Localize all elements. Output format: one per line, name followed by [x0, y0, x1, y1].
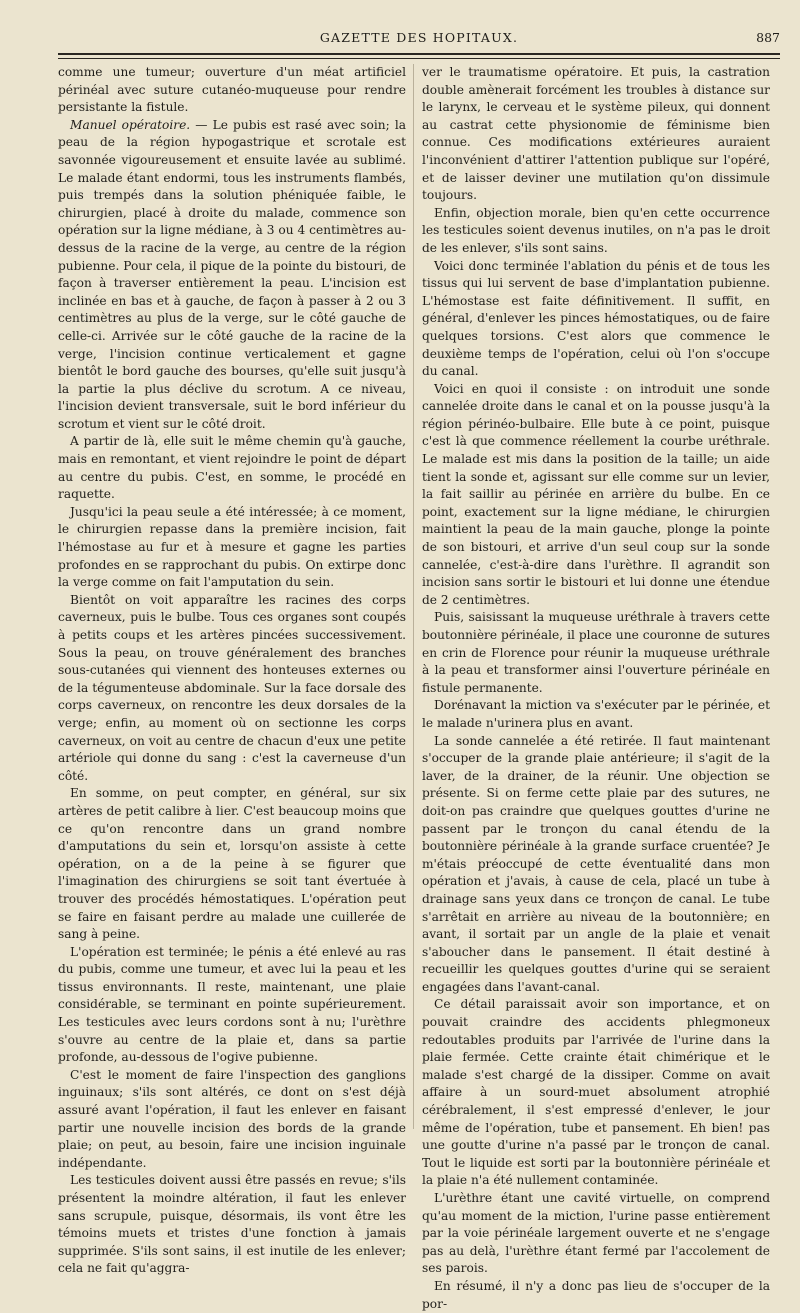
page-header [58, 30, 780, 50]
paragraph: Ce détail paraissait avoir son importance, et on pouvait craindre des accidents phlegmoneux redoutables produits par l'arrivée de l'urine dans la plaie fermée. Cette crainte était chimérique et le malade s'est chargé de la dissiper. Comme on avait affaire à un sourd-muet absolument atrophié cérébralement, il s'est empressé d'enlever, le jour même de l'opération, tube et pansement. Eh bien! pas une goutte d'urine n'a passé par le tronçon de canal. Tout le liquide est sorti par la boutonnière périnéale et la plaie n'a été nullement contaminée. [422, 997, 770, 1188]
paragraph-manuel-operatoire [58, 117, 406, 434]
paragraph: Dorénavant la miction va s'exécuter par le périnée, et le malade n'urinera plus en avant. [422, 698, 770, 730]
paragraph: Jusqu'ici la peau seule a été intéressée; à ce moment, le chirurgien repasse dans la première incision, fait l'hémostase au fur et à mesure et gagne les parties profondes en se rapprochant du pubis. On extirpe donc la verge comme on fait l'amputation du sein. [58, 504, 406, 590]
paragraph: Puis, saisissant la muqueuse uréthrale à travers cette boutonnière périnéale, il place une couronne de sutures en crin de Florence pour réunir la muqueuse uréthrale à la peau et transformer ainsi l'ouverture périnéale en fistule permanente. [422, 610, 770, 695]
paragraph: ver le traumatisme opératoire. Et puis, la castration double amènerait forcément les troubles à distance sur le larynx, le cerveau et le système pileux, qui donnent au castrat cette physionomie de féminisme bien connue. Ces modifications extérieures auraient l'inconvénient d'attirer l'attention publique sur l'opéré, et de laisser deviner une mutilation qu'on dissimule toujours. [422, 65, 770, 203]
paragraph: En somme, on peut compter, en général, sur six artères de petit calibre à lier. C'est beaucoup moins que ce qu'on rencontre dans un grand nombre d'amputations du sein et, lorsqu'on assiste à cette opération, on a de la peine à se figurer que l'imagination des chirurgiens se soit tant évertuée à trouver des procédés hémostatiques. L'opération peut se faire en faisant perdre au malade une cuillerée de sang à peine. [58, 786, 406, 942]
column-divider [413, 64, 414, 1129]
left-column [58, 64, 406, 1276]
paragraph: La sonde cannelée a été retirée. Il faut maintenant s'occuper de la grande plaie antérieure; il s'agit de la laver, de la drainer, de la réunir. Une objection se présente. Si on ferme cette plaie par des sutures, ne doit-on pas craindre que quelques gouttes d'urine ne passent par le tronçon du canal étendu de la boutonnière périnéale à la grande surface cruentée? Je m'étais préoccupé de cette éventualité dans mon opération et j'avais, à cause de cela, placé un tube à drainage sans yeux dans ce tronçon de canal. Le tube s'arrêtait en arrière au niveau de la boutonnière; en avant, il sortait par un angle de la plaie et venait s'aboucher dans le pansement. Il était destiné à recueillir les quelques gouttes d'urine qui se seraient engagées dans l'avant-canal. [422, 733, 770, 994]
paragraph: A partir de là, elle suit le même chemin qu'à gauche, mais en remontant, et vient rejoindre le point de départ au centre du pubis. C'est, en somme, le procédé en raquette. [58, 434, 406, 502]
running-title: GAZETTE DES HOPITAUX. [319, 30, 519, 45]
header-rule-thin [58, 58, 780, 59]
paragraph: En résumé, il n'y a donc pas lieu de s'occuper de la por- [422, 1278, 770, 1311]
paragraph: Voici donc terminée l'ablation du pénis et de tous les tissus qui lui servent de base d'implantation pubienne. L'hémostase est faite définitivement. Il suffit, en général, d'enlever les pinces hémostatiques, ou de faire quelques torsions. C'est alors que commence le deuxième temps de l'opération, celui où l'on s'occupe du canal. [422, 258, 770, 379]
section-label: Manuel opératoire. [70, 117, 191, 132]
paragraph: L'urèthre étant une cavité virtuelle, on comprend qu'au moment de la miction, l'urine passe entièrement par la voie périnéale largement ouverte et ne s'engage pas au delà, l'urèthre étant fermé par l'accolement de ses parois. [422, 1191, 770, 1276]
page-number: 887 [756, 30, 780, 45]
paragraph: Enfin, objection morale, bien qu'en cette occurrence les testicules soient devenus inutiles, on n'a pas le droit de les enlever, s'ils sont sains. [422, 205, 770, 255]
paragraph: C'est le moment de faire l'inspection des ganglions inguinaux; s'ils sont altérés, ce dont on s'est déjà assuré avant l'opération, il faut les enlever en faisant partir une nouvelle incision des bords de la grande plaie; on peut, au besoin, faire une incision inguinale indépendante. [58, 1067, 406, 1170]
paragraph-text: — Le pubis est rasé avec soin; la peau de la région hypogastrique et scrotale est savonnée vigoureusement et ensuite lavée au sublimé. Le malade étant endormi, tous les instruments flambés, puis trempés dans la solution phéniquée faible, le chirurgien, placé à droite du malade, commence son opération sur la ligne médiane, à 3 ou 4 centimètres au-dessus de la racine de la verge, au centre de la région pubienne. Pour cela, il pique de la pointe du bistouri, de façon à traverser entièrement la peau. L'incision est inclinée en bas et à gauche, de façon à passer à 2 ou 3 centimètres au plus de la verge, sur le côté gauche de celle-ci. Arrivée sur le côté gauche de la racine de la verge, l'incision continue verticalement et gagne bientôt le bord gauche des bourses, qu'elle suit jusqu'à la partie la plus déclive du scrotum. A ce niveau, l'incision devient transversale, suit le bord inférieur du scrotum et vient sur le côté droit. [58, 117, 406, 431]
paragraph: Voici en quoi il consiste : on introduit une sonde cannelée droite dans le canal et on la pousse jusqu'à la région périnéo-bulbaire. Elle bute à ce point, puisque c'est là que commence réellement la courbe uréthrale. Le malade est mis dans la position de la taille; un aide tient la sonde et, agissant sur elle comme sur un levier, la fait saillir au périnée en arrière du bulbe. En ce point, exactement sur la ligne médiane, le chirurgien maintient la peau de la main gauche, plonge la pointe de son bistouri, et arrive d'un seul coup sur la sonde cannelée, c'est-à-dire dans l'urèthre. Il agrandit son incision sans sortir le bistouri et lui donne une étendue de 2 centimètres. [422, 381, 770, 607]
paragraph: L'opération est terminée; le pénis a été enlevé au ras du pubis, comme une tumeur, et avec lui la peau et les tissus environnants. Il reste, maintenant, une plaie considérable, se terminant en pointe supérieurement. Les testicules avec leurs cordons sont à nu; l'urèthre s'ouvre au centre de la plaie et, dans sa partie profonde, au-dessous de l'ogive pubienne. [58, 944, 406, 1065]
paragraph: comme une tumeur; ouverture d'un méat artificiel périnéal avec suture cutanéo-muqueuse pour rendre persistante la fistule. [58, 65, 406, 115]
header-rule-thick [58, 53, 780, 55]
paragraph: Les testicules doivent aussi être passés en revue; s'ils présentent la moindre altération, il faut les enlever sans scrupule, puisque, désormais, ils vont être les témoins muets et tristes d'une fonction à jamais supprimée. S'ils sont sains, il est inutile de les enlever; cela ne fait qu'aggra- [58, 1173, 406, 1276]
right-column [422, 64, 770, 1311]
paragraph: Bientôt on voit apparaître les racines des corps caverneux, puis le bulbe. Tous ces organes sont coupés à petits coups et les artères pincées successivement. Sous la peau, on trouve généralement des branches sous-cutanées qui viennent des honteuses externes ou de la tégumenteuse abdominale. Sur la face dorsale des corps caverneux, on rencontre les deux dorsales de la verge; enfin, au moment où on sectionne les corps caverneux, on voit au centre de chacun d'eux une petite artériole qui donne du sang : c'est la caverneuse d'un côté. [58, 592, 406, 783]
